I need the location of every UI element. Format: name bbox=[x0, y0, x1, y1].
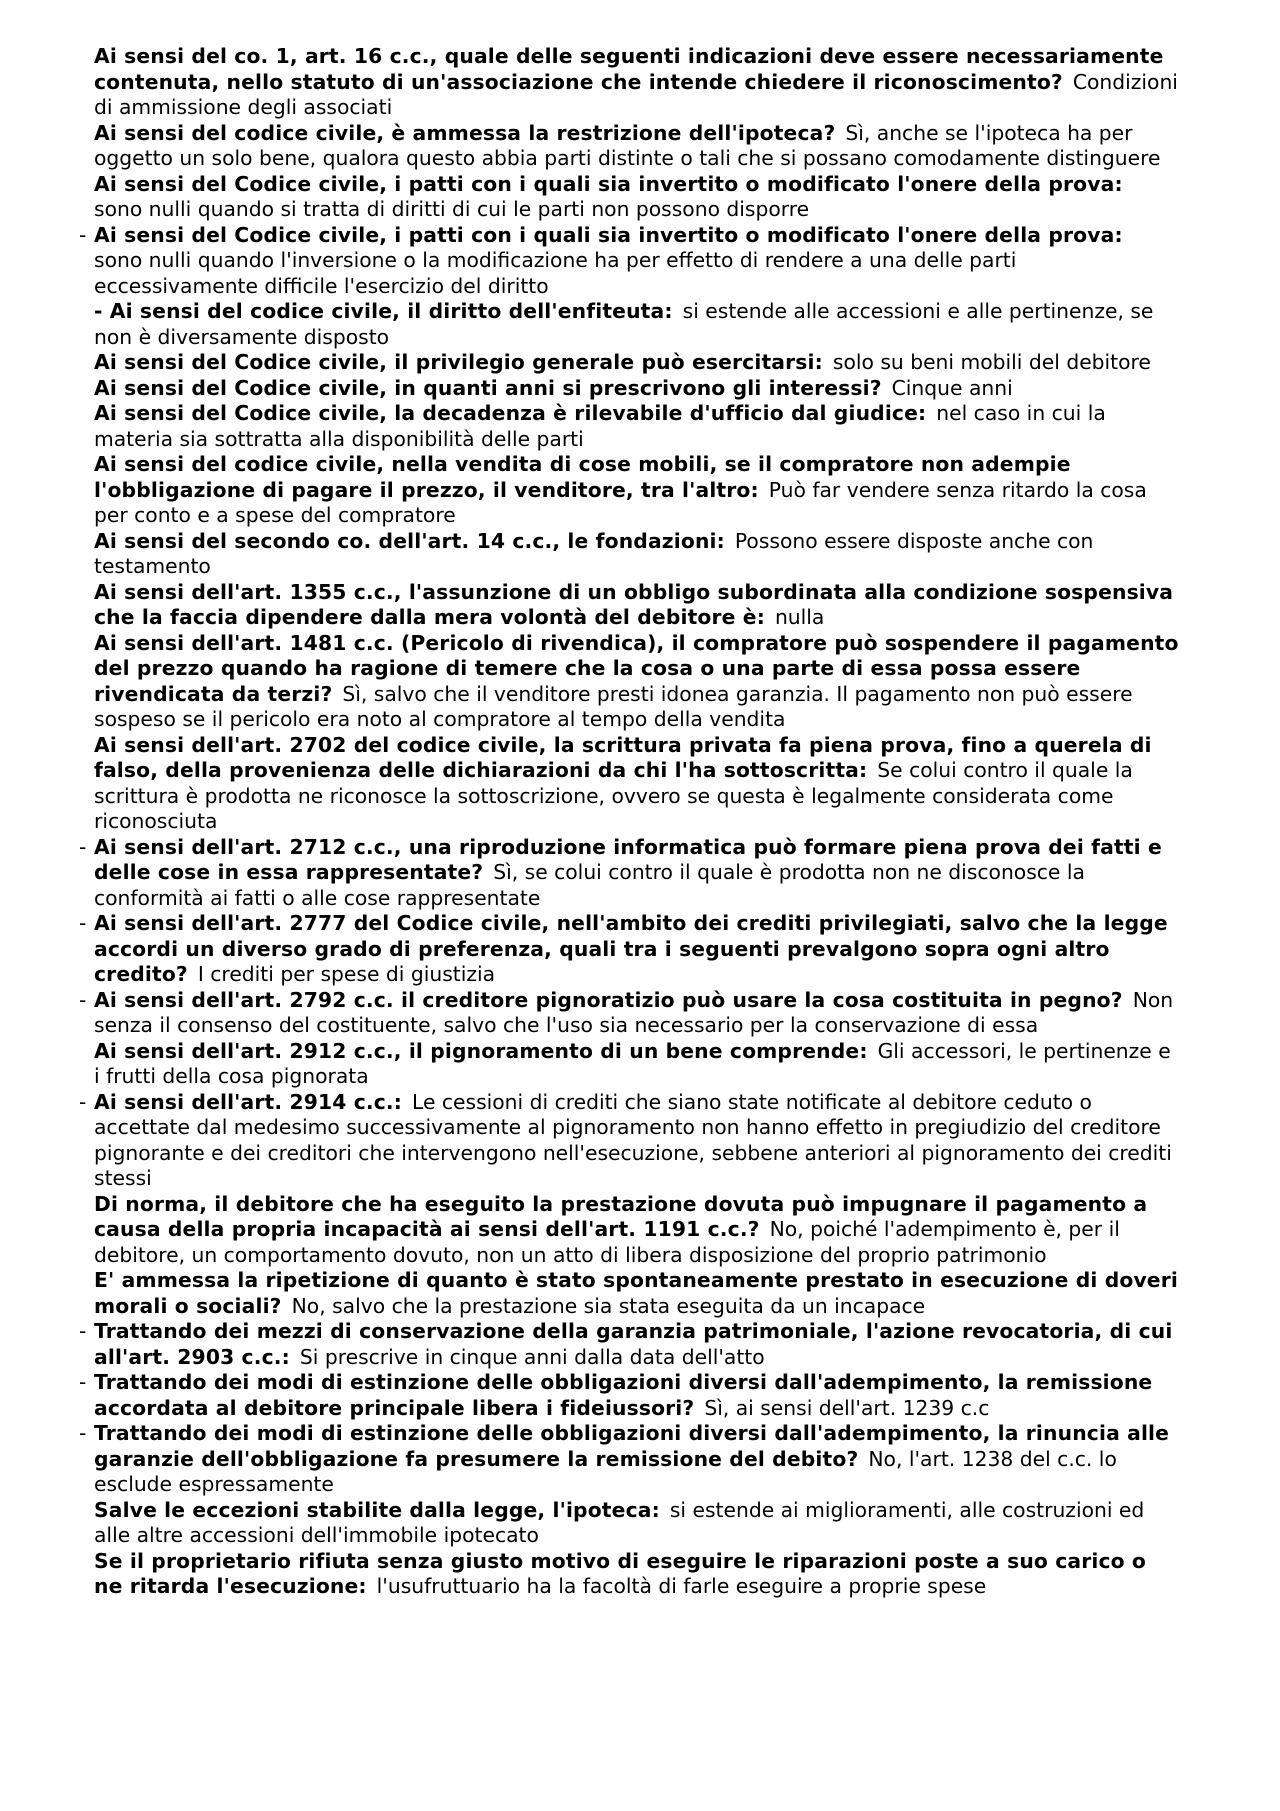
answer-text: Sì, anche se l'ipoteca ha per oggetto un solo bene, qualora questo abbia parti distinte o tali che si possano comodamente distinguere bbox=[94, 120, 1161, 170]
answer-text: sono nulli quando l'inversione o la modificazione ha per effetto di rendere a una delle parti eccessivamente difficile l'esercizio del diritto bbox=[94, 248, 1017, 298]
answer-text: Sì, se colui contro il quale è prodotta non ne disconosce la conformità ai fatti o alle cose rappresentate bbox=[94, 860, 1085, 910]
question-text: Ai sensi dell'art. 1355 c.c., l'assunzione di un obbligo subordinata alla condizione sospensiva che la faccia dipendere dalla mera volontà del debitore è: bbox=[94, 579, 1174, 629]
qa-entry bbox=[79, 1268, 1179, 1319]
entry-dash: - bbox=[79, 987, 87, 1012]
qa-entry bbox=[79, 44, 1179, 121]
qa-entry bbox=[79, 299, 1179, 350]
qa-entry bbox=[79, 350, 1179, 376]
question-text: Trattando dei mezzi di conservazione della garanzia patrimoniale, l'azione revocatoria, di cui all'art. 2903 c.c.: bbox=[94, 1319, 1173, 1369]
qa-entry bbox=[79, 733, 1179, 835]
question-text: Salve le eccezioni stabilite dalla legge, l'ipoteca: bbox=[94, 1497, 660, 1522]
answer-text: nulla bbox=[774, 605, 825, 629]
answer-text: Sì, salvo che il venditore presti idonea garanzia. Il pagamento non può essere sospeso se il pericolo era noto al compratore al tempo della vendita bbox=[94, 681, 1133, 731]
answer-text: Le cessioni di crediti che siano state notificate al debitore ceduto o accettate dal medesimo successivamente al pignoramento non hanno effetto in pregiudizio del creditore pignorante e dei creditori che intervengono nell'esecuzione, sebbene anteriori al pignoramento dei crediti stessi bbox=[94, 1089, 1172, 1190]
answer-text: nel caso in cui la materia sia sottratta alla disponibilità delle parti bbox=[94, 401, 1106, 451]
question-text: E' ammessa la ripetizione di quanto è stato spontaneamente prestato in esecuzione di doveri morali o sociali? bbox=[94, 1268, 1178, 1318]
question-text: Ai sensi del Codice civile, i patti con i quali sia invertito o modificato l'onere della prova: bbox=[94, 222, 1123, 247]
qa-entry bbox=[79, 988, 1179, 1039]
entry-dash: - bbox=[79, 1370, 87, 1394]
entry-dash: - bbox=[79, 222, 87, 247]
question-text: Ai sensi dell'art. 2792 c.c. il creditore pignoratizio può usare la cosa costituita in pegno? bbox=[94, 987, 1123, 1012]
answer-text: No, salvo che la prestazione sia stata eseguita da un incapace bbox=[291, 1293, 926, 1318]
answer-text: Si prescrive in cinque anni dalla data dell'atto bbox=[299, 1344, 765, 1369]
question-text: Ai sensi dell'art. 2702 del codice civile, la scrittura privata fa piena prova, fino a querela di falso, della provenienza delle dichiarazioni da chi l'ha sottoscritta: bbox=[94, 732, 1152, 782]
question-text: Ai sensi del secondo co. dell'art. 14 c.c., le fondazioni: bbox=[94, 528, 725, 553]
question-text: Ai sensi del Codice civile, in quanti anni si prescrivono gli interessi? bbox=[94, 375, 882, 400]
question-text: Ai sensi del Codice civile, la decadenza è rilevabile d'ufficio dal giudice: bbox=[94, 401, 927, 425]
answer-text: si estende alle accessioni e alle pertinenze, se non è diversamente disposto bbox=[94, 299, 1154, 349]
question-text: Ai sensi dell'art. 2777 del Codice civile, nell'ambito dei crediti privilegiati, salvo che la legge accordi un diverso grado di preferenza, quali tra i seguenti prevalgono sopra ogni altro credito? bbox=[94, 911, 1168, 986]
qa-entry bbox=[79, 631, 1179, 733]
qa-entry bbox=[79, 452, 1179, 529]
qa-entry bbox=[79, 1090, 1179, 1192]
qa-entry bbox=[79, 1370, 1179, 1421]
question-text: Ai sensi del Codice civile, i patti con i quali sia invertito o modificato l'onere della prova: bbox=[94, 171, 1123, 196]
answer-text: si estende ai miglioramenti, alle costruzioni ed alle altre accessioni dell'immobile ipotecato bbox=[94, 1497, 1145, 1547]
entry-dash: - bbox=[79, 1319, 87, 1343]
entry-dash: - bbox=[79, 834, 87, 859]
question-text: Ai sensi del co. 1, art. 16 c.c., quale delle seguenti indicazioni deve essere necessariamente contenuta, nello statuto di un'associazione che intende chiedere il riconoscimento? bbox=[94, 44, 1164, 94]
question-text: Ai sensi dell'art. 2712 c.c., una riproduzione informatica può formare piena prova dei fatti e delle cose in essa rappresentate? bbox=[94, 834, 1162, 884]
answer-text: No, poiché l'adempimento è, per il debitore, un comportamento dovuto, non un atto di libera disposizione del proprio patrimonio bbox=[94, 1217, 1120, 1267]
qa-entry bbox=[79, 1421, 1179, 1498]
question-text: Ai sensi del Codice civile, il privilegio generale può esercitarsi: bbox=[94, 350, 823, 374]
answer-text: Cinque anni bbox=[891, 375, 1013, 400]
qa-list bbox=[79, 44, 1179, 1600]
answer-text: l'usufruttuario ha la facoltà di farle eseguire a proprie spese bbox=[376, 1574, 987, 1598]
qa-entry bbox=[79, 172, 1179, 223]
question-text: Se il proprietario rifiuta senza giusto motivo di eseguire le riparazioni poste a suo carico o ne ritarda l'esecuzione: bbox=[94, 1548, 1147, 1598]
qa-entry bbox=[79, 1192, 1179, 1269]
qa-entry bbox=[79, 376, 1179, 402]
qa-entry bbox=[79, 1549, 1179, 1600]
answer-text: Possono essere disposte anche con testamento bbox=[94, 528, 1094, 578]
entry-dash: - bbox=[79, 1421, 87, 1445]
question-text: Trattando dei modi di estinzione delle obbligazioni diversi dall'adempimento, la rinuncia alle garanzie dell'obbligazione fa presumere la remissione del debito? bbox=[94, 1421, 1170, 1471]
question-text: Ai sensi dell'art. 1481 c.c. (Pericolo di rivendica), il compratore può sospendere il pagamento del prezzo quando ha ragione di temere che la cosa o una parte di essa possa essere rivendicata da terzi? bbox=[94, 630, 1179, 706]
qa-entry bbox=[79, 121, 1179, 172]
question-text: Ai sensi del codice civile, è ammessa la restrizione dell'ipoteca? bbox=[94, 120, 836, 145]
entry-dash: - bbox=[79, 1089, 87, 1114]
answer-text: Gli accessori, le pertinenze e i frutti della cosa pignorata bbox=[94, 1038, 1171, 1088]
qa-entry bbox=[79, 401, 1179, 452]
answer-text: Non senza il consenso del costituente, salvo che l'uso sia necessario per la conservazione di essa bbox=[94, 987, 1174, 1037]
qa-entry bbox=[79, 1319, 1179, 1370]
question-text: Ai sensi dell'art. 2912 c.c., il pignoramento di un bene comprende: bbox=[94, 1038, 868, 1063]
answer-text: sono nulli quando si tratta di diritti di cui le parti non possono disporre bbox=[94, 197, 810, 221]
answer-text: Se colui contro il quale la scrittura è prodotta ne riconosce la sottoscrizione, ovvero se questa è legalmente considerata come riconosciuta bbox=[94, 758, 1133, 833]
qa-entry bbox=[79, 1498, 1179, 1549]
answer-text: Condizioni di ammissione degli associati bbox=[94, 69, 1178, 119]
qa-entry bbox=[79, 911, 1179, 988]
qa-entry bbox=[79, 1039, 1179, 1090]
entry-dash: - bbox=[79, 911, 87, 935]
qa-entry bbox=[79, 223, 1179, 300]
answer-text: Può far vendere senza ritardo la cosa per conto e a spese del compratore bbox=[94, 477, 1147, 527]
qa-entry bbox=[79, 835, 1179, 912]
question-text: Ai sensi dell'art. 2914 c.c.: bbox=[94, 1089, 403, 1114]
question-text: Di norma, il debitore che ha eseguito la prestazione dovuta può impugnare il pagamento a causa della propria incapacità ai sensi dell'art. 1191 c.c.? bbox=[94, 1191, 1148, 1241]
answer-text: No, l'art. 1238 del c.c. lo esclude espressamente bbox=[94, 1446, 1117, 1496]
question-text: Ai sensi del codice civile, nella vendita di cose mobili, se il compratore non adempie l'obbligazione di pagare il prezzo, il venditore, tra l'altro: bbox=[94, 452, 1071, 502]
answer-text: Sì, ai sensi dell'art. 1239 c.c bbox=[704, 1395, 990, 1420]
question-text: Trattando dei modi di estinzione delle obbligazioni diversi dall'adempimento, la remissione accordata al debitore principale libera i fideiussori? bbox=[94, 1370, 1153, 1420]
qa-entry bbox=[79, 529, 1179, 580]
qa-entry bbox=[79, 580, 1179, 631]
answer-text: solo su beni mobili del debitore bbox=[832, 350, 1151, 374]
answer-text: I crediti per spese di giustizia bbox=[197, 962, 496, 986]
question-text: - Ai sensi del codice civile, il diritto dell'enfiteuta: bbox=[94, 299, 673, 323]
